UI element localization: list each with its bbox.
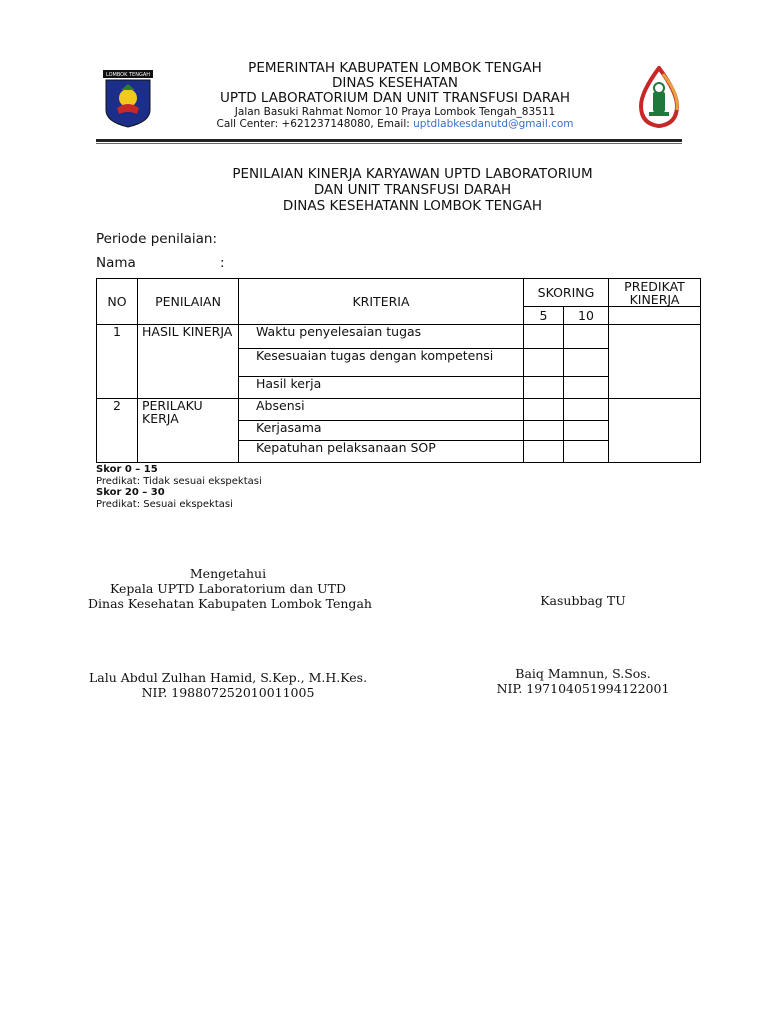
letterhead-divider: [96, 139, 682, 142]
sig-right-title: Kasubbag TU: [540, 593, 626, 608]
letterhead-unit: UPTD LABORATORIUM DAN UNIT TRANSFUSI DARAH: [219, 90, 571, 106]
table-row: [97, 325, 701, 349]
note-predikat-2: Predikat: Sesuai ekspektasi: [96, 499, 233, 510]
score-5-cell[interactable]: [524, 421, 564, 441]
score-10-cell[interactable]: [564, 441, 609, 463]
letterhead-government: PEMERINTAH KABUPATEN LOMBOK TENGAH: [248, 60, 542, 76]
score-10-cell[interactable]: [564, 349, 609, 377]
header-penilaian: PENILAIAN: [138, 279, 239, 325]
email-link[interactable]: uptdlabkesdanutd@gmail.com: [413, 118, 574, 130]
score-10-cell[interactable]: [564, 377, 609, 399]
predikat-cell[interactable]: [609, 399, 701, 463]
periode-label: Periode penilaian:: [96, 231, 218, 247]
sig-right-name: Baiq Mamnun, S.Sos.: [515, 666, 651, 681]
doc-title-line1: PENILAIAN KINERJA KARYAWAN UPTD LABORATORIUM: [232, 166, 593, 182]
sig-left-nip: NIP. 198807252010011005: [141, 685, 315, 700]
laboratory-logo: [633, 66, 685, 128]
criteria-cell: Kesesuaian tugas dengan kompetensi: [239, 349, 524, 377]
criteria-cell: Kerjasama: [239, 421, 524, 441]
criteria-cell: Waktu penyelesaian tugas: [239, 325, 524, 349]
nama-label: Nama: [96, 255, 136, 271]
assessment-table: [96, 278, 701, 463]
sig-left-position: Kepala UPTD Laboratorium dan UTD: [109, 581, 347, 596]
score-5-cell[interactable]: [524, 399, 564, 421]
group-no: 2: [97, 399, 138, 463]
nama-colon: :: [220, 255, 225, 271]
sig-left-mengetahui: Mengetahui: [189, 566, 267, 581]
criteria-cell: Absensi: [239, 399, 524, 421]
header-predikat: PREDIKAT KINERJA: [609, 279, 701, 307]
group-name: HASIL KINERJA: [138, 325, 239, 399]
svg-text:LOMBOK TENGAH: LOMBOK TENGAH: [105, 72, 151, 78]
sig-right-nip: NIP. 197104051994122001: [496, 681, 670, 696]
note-skor-1: Skor 0 – 15: [96, 464, 158, 475]
sig-left-department: Dinas Kesehatan Kabupaten Lombok Tengah: [88, 596, 372, 611]
header-skoring: SKORING: [524, 279, 609, 307]
group-name: PERILAKU KERJA: [138, 399, 239, 463]
call-center-text: Call Center: +621237148080, Email:: [216, 118, 414, 130]
score-5-cell[interactable]: [524, 377, 564, 399]
criteria-cell: Hasil kerja: [239, 377, 524, 399]
score-10-cell[interactable]: [564, 421, 609, 441]
doc-title-line3: DINAS KESEHATANN LOMBOK TENGAH: [282, 198, 543, 214]
note-skor-2: Skor 20 – 30: [96, 487, 165, 498]
score-10-cell[interactable]: [564, 399, 609, 421]
sig-left-name: Lalu Abdul Zulhan Hamid, S.Kep., M.H.Kes.: [88, 670, 368, 685]
note-predikat-1: Predikat: Tidak sesuai ekspektasi: [96, 476, 262, 487]
header-predikat-blank: [609, 307, 701, 325]
predikat-cell[interactable]: [609, 325, 701, 399]
letterhead-divider-thin: [96, 143, 682, 144]
criteria-cell: Kepatuhan pelaksanaan SOP: [239, 441, 524, 463]
header-kriteria: KRITERIA: [239, 279, 524, 325]
letterhead-address: Jalan Basuki Rahmat Nomor 10 Praya Lombok Tengah_83511: [234, 106, 556, 118]
letterhead-department: DINAS KESEHATAN: [332, 75, 458, 91]
letterhead-contact: [160, 118, 630, 130]
header-score-5: 5: [524, 307, 564, 325]
score-5-cell[interactable]: [524, 349, 564, 377]
header-no: NO: [97, 279, 138, 325]
score-5-cell[interactable]: [524, 441, 564, 463]
table-row: [97, 399, 701, 421]
group-no: 1: [97, 325, 138, 399]
header-score-10: 10: [564, 307, 609, 325]
score-10-cell[interactable]: [564, 325, 609, 349]
score-5-cell[interactable]: [524, 325, 564, 349]
lombok-tengah-logo: [103, 70, 153, 128]
doc-title-line2: DAN UNIT TRANSFUSI DARAH: [313, 182, 512, 198]
